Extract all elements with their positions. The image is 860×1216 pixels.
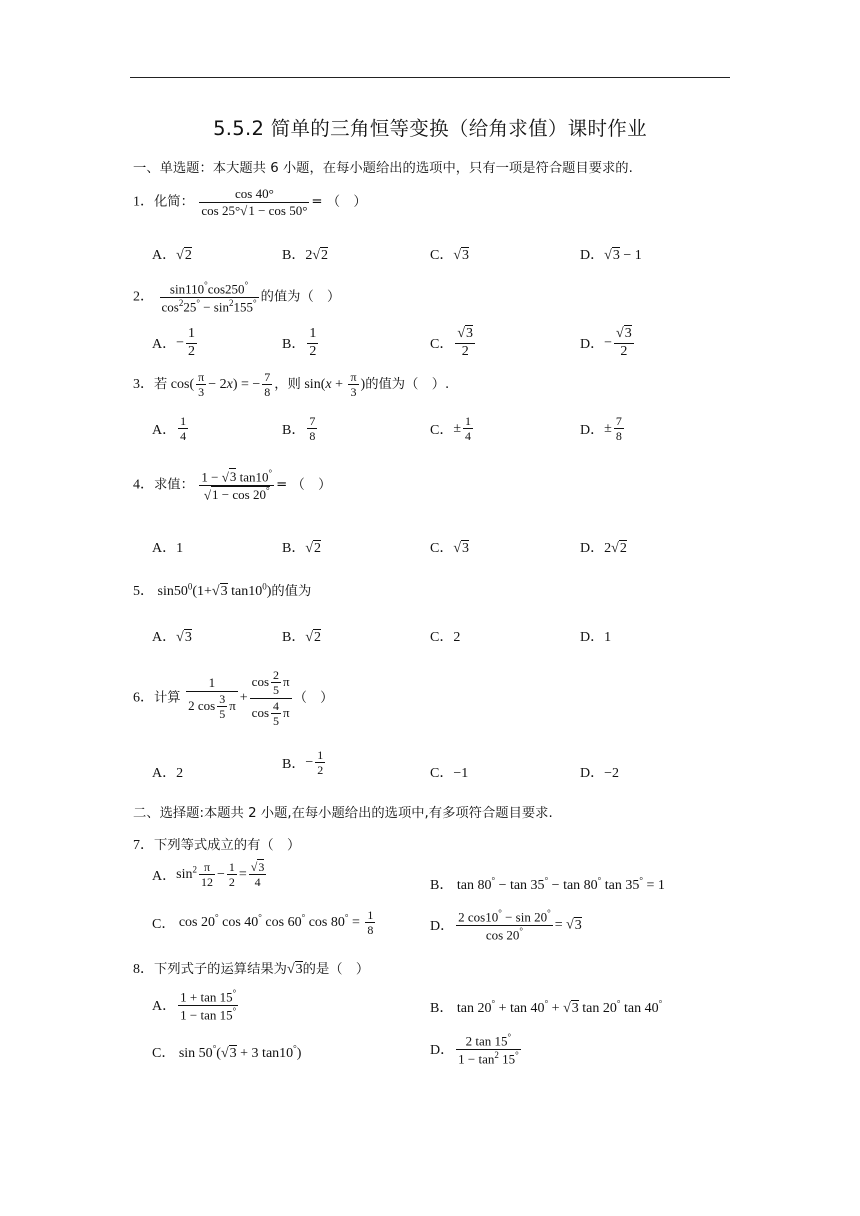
question-5: 5． $\sin 50^0(1+√3$ $\tan 10^0$)的值为 [133,581,312,599]
q2-option-a[interactable]: A．− $\frac{1}{2}$ [152,326,196,359]
q6-option-c[interactable]: C．−1 [430,766,469,781]
section-1-heading: 一、单选题：本大题共 6 小题，在每小题给出的选项中，只有一项是符合题目要求的. [133,161,633,176]
question-7: 7．下列等式成立的有（ ） [133,838,301,853]
section-2-heading: 二、选择题:本题共 2 小题,在每小题给出的选项中,有多项符合题目要求. [133,806,553,821]
q2-option-b[interactable]: B． $\frac{1}{2}$ [282,326,317,359]
q1-option-a[interactable]: A．√2 [152,248,192,263]
q3-option-b[interactable]: B． $\frac{7}{8}$ [282,414,316,444]
q8-option-d[interactable]: D． $\frac{2 \tan 15^\circ}{1 - \tan^2 15^\circ}$ [430,1032,519,1067]
q1-fraction: $\frac{\cos 40^\circ}{\cos 25^\circ√1 - \cos 50^\circ}$ [201,186,308,218]
q4-option-a[interactable]: A．1 [152,541,184,556]
question-8: 8．下列式子的运算结果为√3的是（ ） [133,962,370,977]
q1-option-c[interactable]: C．√3 [430,248,470,263]
question-2: 2． $\frac{\sin 110^\circ\cos 250^\circ}{\cos^225^\circ - \sin^2155^\circ}$ 的值为（ ） [133,280,341,315]
page-title: 5.5.2 简单的三角恒等变换（给角求值）课时作业 [213,117,647,140]
question-3: 3．若 cos( $\frac{\pi}{3}$ − 2x) = − $\frac{7}{8}$ ，则 sin(x + $\frac{\pi}{3}$ )的值为（ ）. [133,370,450,400]
q8-option-c[interactable]: C． sin 50°(√3 + 3 tan10°) [152,1043,302,1061]
q4-option-c[interactable]: C．√3 [430,541,470,556]
q5-option-a[interactable]: A．√3 [152,630,192,645]
question-1: 1．化简： $\frac{\cos 40^\circ}{\cos 25^\circ√1 - \cos 50^\circ}$ = （ ） [133,186,367,218]
q4-option-d[interactable]: D．2√2 [580,541,627,556]
q7-option-c[interactable]: C． cos 20° cos 40° cos 60° cos 80° = $\frac{1}{8}$ [152,908,374,938]
q8-option-b[interactable]: B． tan 20° + tan 40° + √3 tan 20° tan 40° [430,998,663,1016]
q6-option-a[interactable]: A．2 [152,766,184,781]
q2-option-c[interactable]: C． $\frac{√3}{2}$ [430,326,474,359]
q5-option-d[interactable]: D．1 [580,630,612,645]
header-rule [130,77,730,78]
question-6: 6．计算 1 2 cos $\frac{3}{5}$ π + cos $\frac{2}{5}$ π cos $\frac{4}{5}$ π （ ） [133,668,334,729]
q2-option-d[interactable]: D．− $\frac{√3}{2}$ [580,326,632,359]
q3-option-c[interactable]: C．± $\frac{1}{4}$ [430,414,472,444]
q5-option-b[interactable]: B．√2 [282,630,322,645]
question-4: 4．求值： $\frac{1 - √3 \tan 10^\circ}{√1 - \cos 20^\circ}$ = （ ） [133,468,332,503]
q7-option-d[interactable]: D． $\frac{2 \cos 10^\circ - \sin 20^\circ}{\cos 20^\circ}$ = √3 [430,908,582,943]
q7-option-b[interactable]: B． tan 80° − tan 35° − tan 80° tan 35° = 1 [430,875,665,893]
q5-option-c[interactable]: C．2 [430,630,461,645]
q3-option-a[interactable]: A． $\frac{1}{4}$ [152,414,187,444]
q4-option-b[interactable]: B．√2 [282,541,322,556]
q1-option-b[interactable]: B．2√2 [282,248,329,263]
q3-option-d[interactable]: D．± $\frac{7}{8}$ [580,414,622,444]
q8-option-a[interactable]: A． $\frac{1 + \tan 15^\circ}{1 - \tan 15^\circ}$ [152,988,237,1023]
q1-option-d[interactable]: D．√3 − 1 [580,248,642,263]
q7-option-a[interactable]: A．$\sin^2$ $\frac{\pi}{12}$ − $\frac{1}{2}$ = $\frac{√3}{4}$ [152,860,265,890]
q6-option-b[interactable]: B．− $\frac{1}{2}$ [282,748,324,778]
q6-option-d[interactable]: D．−2 [580,766,620,781]
